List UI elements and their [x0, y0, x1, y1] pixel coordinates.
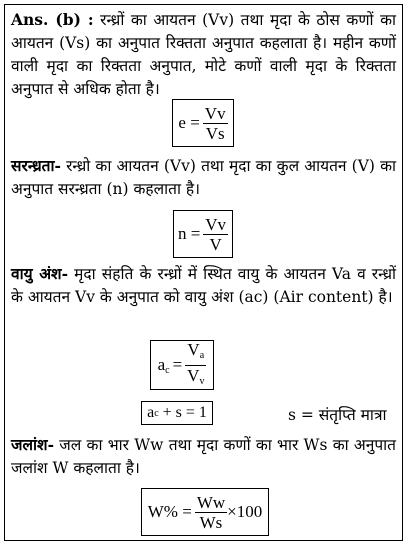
water-content-text: जल का भार Ww तथा मृदा कणों का भार Ws का अनुपात जलांश W कहलाता है।: [11, 436, 396, 477]
porosity-formula: [173, 210, 233, 258]
water-content-numerator: Ww: [196, 492, 226, 512]
air-content-text: मृदा संहति के रन्ध्रों में स्थित वायु के आयतन Va व रन्ध्रों के आयतन Vv के अनुपात को वायु अंश (ac) (Air content) है।: [11, 265, 396, 306]
porosity-numerator: Vv: [205, 214, 227, 234]
air-content-denominator: $V_v$: [187, 365, 205, 387]
sum-formula: a c + s = 1: [141, 401, 213, 425]
porosity-lhs: n =: [177, 224, 201, 243]
porosity-label: सरन्ध्रता-: [11, 156, 61, 175]
porosity-text: रन्ध्रो का आयतन (Vv) तथा मृदा का कुल आयतन (V) का अनुपात सरन्ध्रता (n) कहलाता है।: [11, 157, 396, 198]
air-content-label: वायु अंश-: [11, 264, 69, 283]
void-ratio-text: रन्ध्रों का आयतन (Vv) तथा मृदा के ठोस कणों का आयतन (Vs) का अनुपात रिक्तता अनुपात कहलाता है। महीन कणों वाली मृदा का रिक्तता अनुपात, मोटे कणों वाली मृदा के रिक्तता अनुपात से अधिक होता है।: [11, 11, 396, 98]
water-content-multiplier: ×100: [227, 502, 263, 521]
water-content-lhs: W% =: [147, 502, 192, 521]
air-content-formula: $a_c$ = $\frac{V_a}{V_v}$: [150, 340, 214, 390]
water-content-denominator: Ws: [199, 512, 223, 532]
saturation-note: s = संतृप्ति मात्रा: [288, 406, 387, 424]
void-ratio-paragraph: [11, 8, 396, 101]
void-ratio-numerator: Vv: [204, 103, 226, 123]
porosity-paragraph: [11, 154, 396, 201]
water-content-formula: [141, 488, 269, 536]
porosity-denominator: V: [209, 234, 222, 254]
water-content-label: जलांश-: [11, 435, 54, 454]
air-content-paragraph: [11, 262, 396, 309]
air-content-numerator: $V_a$: [185, 340, 206, 366]
void-ratio-lhs: e =: [178, 113, 200, 132]
void-ratio-formula: [172, 99, 234, 147]
air-content-lhs: $a_c$: [157, 354, 170, 376]
void-ratio-denominator: Vs: [205, 123, 225, 143]
water-content-paragraph: [11, 433, 396, 480]
answer-label: Ans. (b) :: [11, 10, 94, 29]
